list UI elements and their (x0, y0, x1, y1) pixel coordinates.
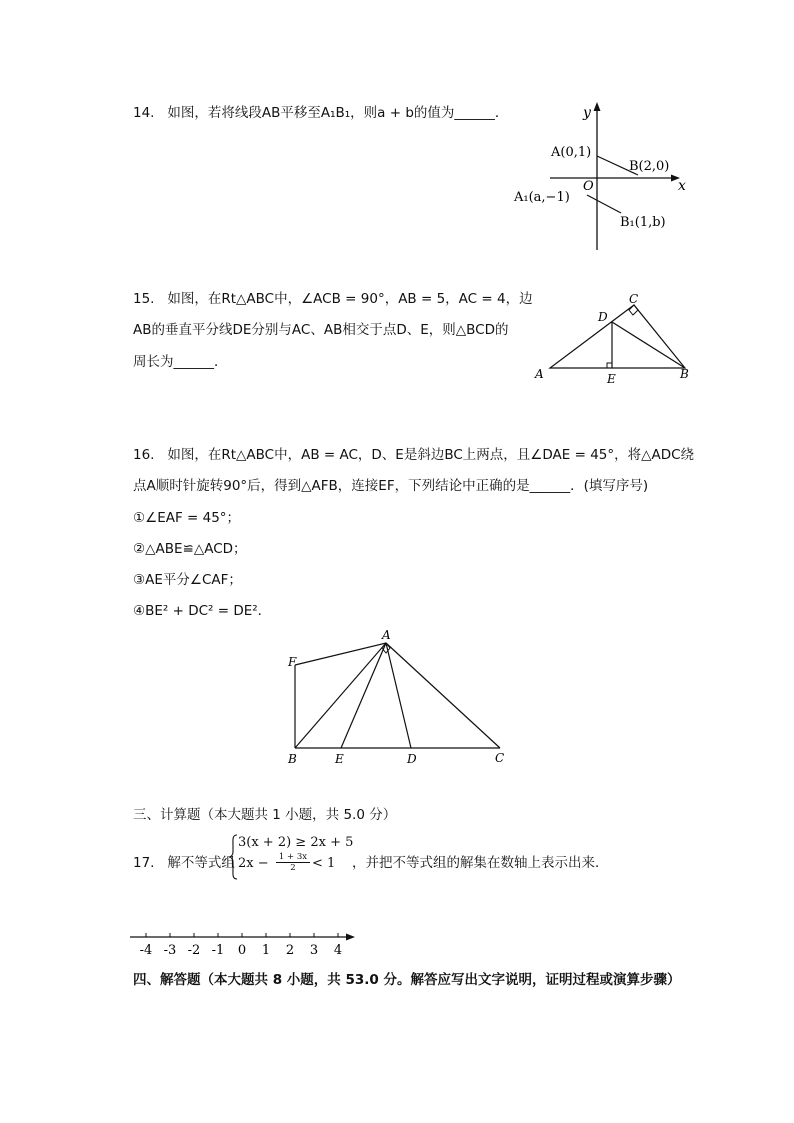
section3-heading: 三、计算题（本大题共 1 小题，共 5.0 分） (133, 807, 397, 823)
label-A: A (382, 628, 391, 642)
q17-suffix: ，并把不等式组的解集在数轴上表示出来． (352, 855, 609, 871)
q15-line2: AB的垂直平分线DE分别与AC、AB相交于点D、E，则△BCD的 (133, 322, 509, 338)
number-line-label: -1 (211, 943, 225, 958)
right-angle-E (607, 363, 612, 368)
right-angle-C (629, 305, 638, 315)
label-E: E (335, 752, 344, 766)
number-line-label: -2 (187, 943, 201, 958)
point-B1-label: B₁(1,b) (620, 215, 666, 230)
label-E: E (607, 372, 616, 386)
q15-line3: 周长为______． (133, 354, 228, 370)
triangle-ABC (550, 305, 685, 368)
origin-label: O (583, 179, 594, 194)
q17-inequality-1: 3(x + 2) ≥ 2x + 5 (238, 835, 354, 850)
q16-option-2: ②△ABE≌△ACD； (133, 541, 247, 557)
number-line-label: 1 (261, 943, 271, 958)
q17-brace (228, 834, 238, 880)
q15-line1: 15. 如图，在Rt△ABC中，∠ACB = 90°，AB = 5，AC = 4，边 (133, 291, 533, 307)
segment-AD (386, 643, 411, 748)
q16-figure (280, 622, 520, 772)
y-axis-arrow (594, 102, 601, 111)
number-line-arrow (346, 934, 355, 941)
number-line-label: -3 (163, 943, 177, 958)
q16-line1: 16. 如图，在Rt△ABC中，AB = AC，D、E是斜边BC上两点，且∠DAE = 45°，将△ADC绕 (133, 447, 695, 463)
q17-prefix: 17. 解不等式组 (133, 855, 235, 871)
q17-number-line (128, 928, 358, 960)
segment-AC (386, 643, 500, 748)
q16-option-4: ④BE² + DC² = DE²． (133, 603, 272, 619)
segment-AE (341, 643, 386, 748)
number-line-label: 2 (285, 943, 295, 958)
label-A: A (535, 367, 544, 381)
point-A-label: A(0,1) (551, 145, 592, 160)
number-line-label: 4 (333, 943, 343, 958)
number-line-label: -4 (139, 943, 153, 958)
q14-figure (510, 100, 700, 252)
segment-AB (295, 643, 386, 748)
segment-EF (295, 665, 341, 748)
label-C: C (629, 292, 639, 306)
q16-line2: 点A顺时针旋转90°后，得到△AFB，连接EF，下列结论中正确的是______．(填写序号) (133, 478, 649, 494)
point-B-label: B(2,0) (629, 159, 670, 174)
number-line-label: 0 (237, 943, 247, 958)
q17-ineq2-left: 2x − (238, 856, 269, 871)
label-B: B (680, 367, 689, 381)
segment-A1B1 (587, 195, 621, 213)
section4-heading: 四、解答题（本大题共 8 小题，共 53.0 分。解答应写出文字说明，证明过程或演算步骤） (133, 972, 681, 988)
label-D: D (407, 752, 417, 766)
segment-FA (295, 643, 386, 665)
y-axis-label: y (583, 105, 591, 121)
x-axis-label: x (678, 178, 686, 194)
q17-frac-den: 2 (290, 863, 296, 873)
q17-frac-num: 1 + 3x (276, 852, 310, 863)
q16-option-3: ③AE平分∠CAF； (133, 572, 242, 588)
q14-text: 14. 如图，若将线段AB平移至A₁B₁，则a + b的值为______． (133, 105, 509, 121)
label-C: C (495, 751, 505, 765)
q15-figure (530, 290, 700, 390)
number-line-label: 3 (309, 943, 319, 958)
segment-DB (612, 322, 685, 368)
point-A1-label: A₁(a,−1) (514, 190, 570, 205)
label-D: D (598, 310, 608, 324)
q17-fraction (276, 852, 310, 873)
q17-ineq2-right: < 1 (312, 856, 336, 871)
label-B: B (288, 752, 297, 766)
q16-option-1: ①∠EAF = 45°； (133, 510, 241, 526)
label-F: F (288, 655, 297, 669)
